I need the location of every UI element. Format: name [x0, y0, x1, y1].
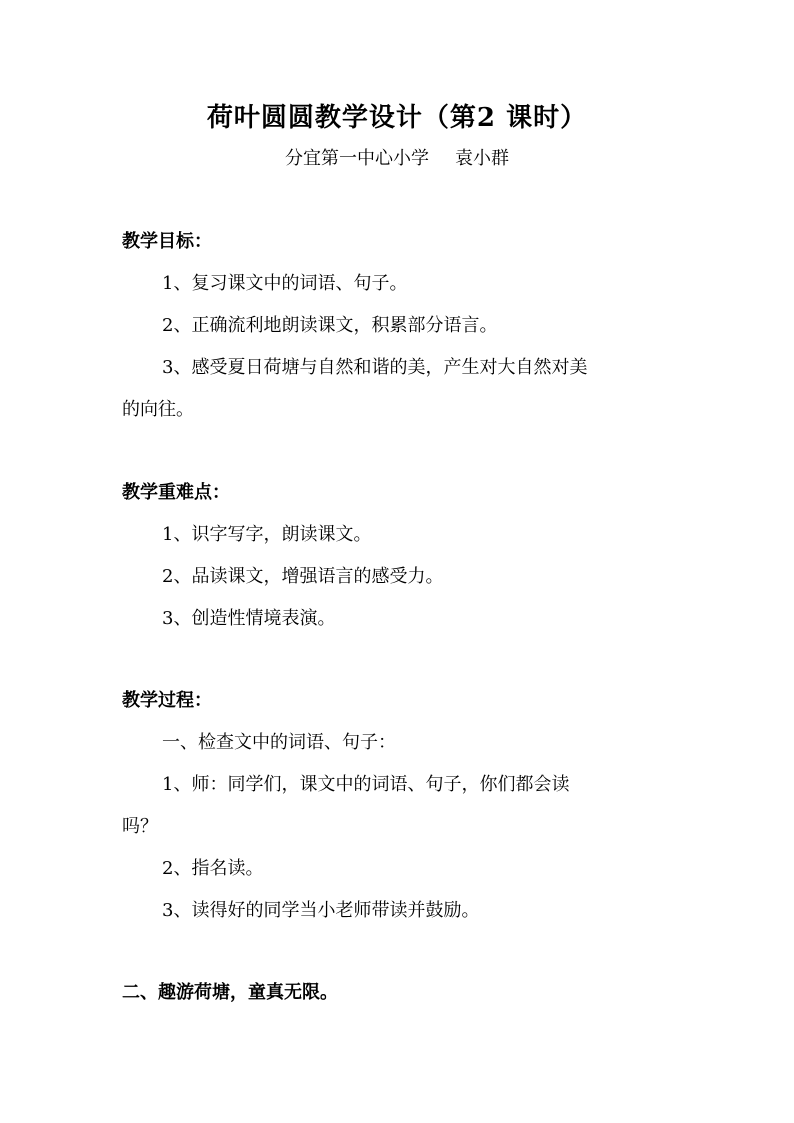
key-points-heading: 教学重难点：	[122, 482, 230, 503]
document-title: 荷叶圆圆教学设计（第2 课时）	[206, 103, 588, 133]
author-name: 袁小群	[455, 148, 509, 169]
process-heading: 教学过程：	[122, 690, 212, 711]
document-byline	[0, 146, 794, 172]
process-item: 3、读得好的同学当小老师带读并鼓励。	[162, 900, 480, 921]
objective-item: 1、复习课文中的词语、句子。	[162, 273, 408, 294]
process-step-two: 二、趣游荷塘，童真无限。	[122, 982, 338, 1003]
objective-item-continuation: 的向往。	[122, 399, 194, 420]
objective-item: 2、正确流利地朗读课文，积累部分语言。	[162, 315, 498, 336]
key-point-item: 3、创造性情境表演。	[162, 608, 336, 629]
key-point-item: 2、品读课文，增强语言的感受力。	[162, 566, 444, 587]
process-item-continuation: 吗？	[122, 816, 158, 837]
objectives-heading: 教学目标：	[122, 231, 212, 252]
objective-item: 3、感受夏日荷塘与自然和谐的美，产生对大自然对美	[162, 357, 588, 378]
process-item: 1、师：同学们，课文中的词语、句子，你们都会读	[162, 774, 570, 795]
process-step-one: 一、检查文中的词语、句子：	[162, 732, 396, 753]
key-point-item: 1、识字写字，朗读课文。	[162, 524, 372, 545]
school-name: 分宜第一中心小学	[285, 148, 429, 169]
process-item: 2、指名读。	[162, 858, 264, 879]
